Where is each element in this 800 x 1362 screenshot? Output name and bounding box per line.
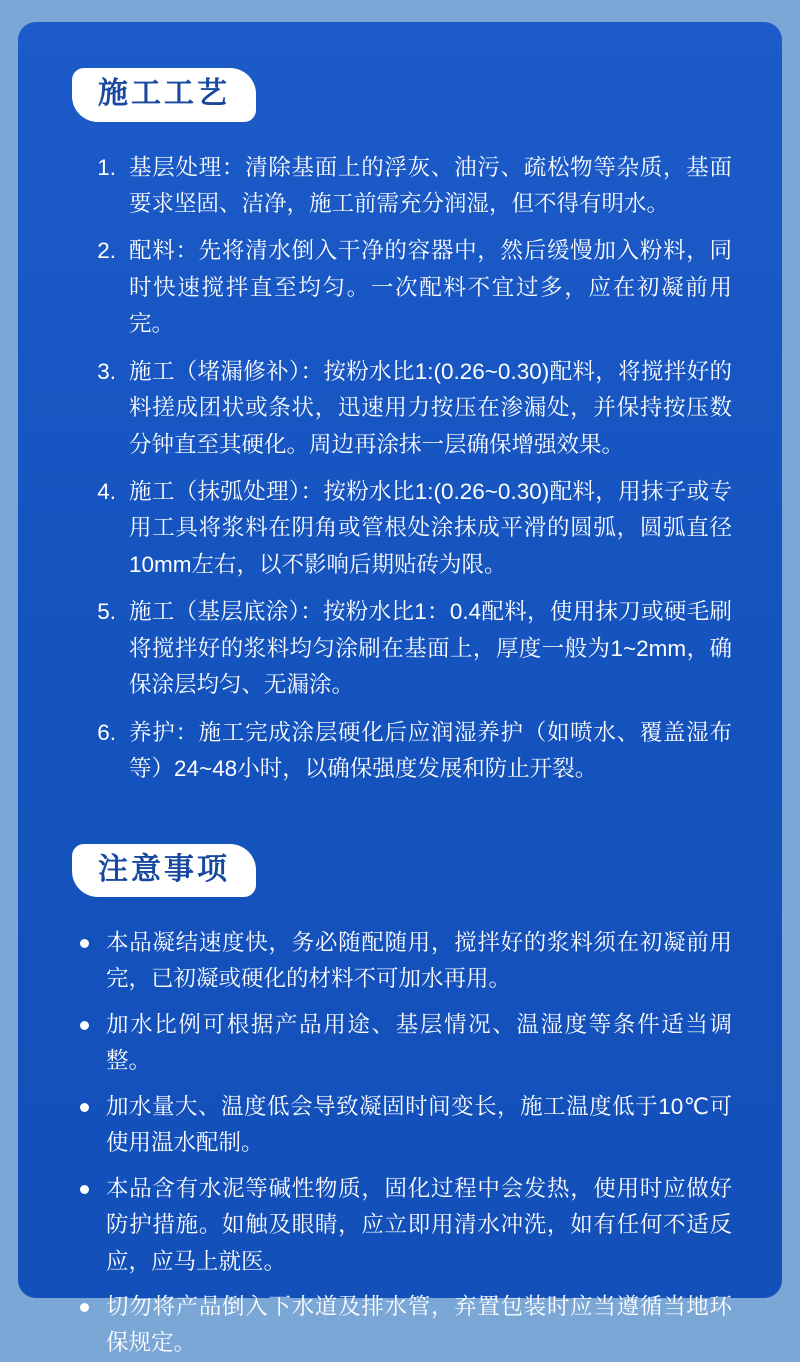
step-text: 施工（基层底涂）：按粉水比1：0.4配料，使用抹刀或硬毛刷将搅拌好的浆料均匀涂刷在基面上，厚度一般为1~2mm，确保涂层均匀、无漏涂。 bbox=[129, 599, 732, 698]
list-item bbox=[76, 233, 732, 342]
step-number: 6. bbox=[97, 719, 116, 745]
notice-text: 本品含有水泥等碱性物质，固化过程中会发热，使用时应做好防护措施。如触及眼睛，应立即用清水冲洗，如有任何不适反应，应马上就医。 bbox=[106, 1175, 732, 1274]
step-number: 3. bbox=[97, 358, 116, 384]
list-item bbox=[80, 1171, 732, 1280]
bullet-icon bbox=[80, 1089, 106, 1112]
notices-list bbox=[58, 925, 742, 1362]
notices-heading-wrap bbox=[58, 844, 742, 898]
step-text: 配料：先将清水倒入干净的容器中，然后缓慢加入粉料，同时快速搅拌直至均匀。一次配料不宜过多，应在初凝前用完。 bbox=[129, 238, 732, 337]
content-card bbox=[18, 22, 782, 1356]
list-item bbox=[80, 1289, 732, 1362]
list-item bbox=[76, 474, 732, 583]
step-text: 基层处理：清除基面上的浮灰、油污、疏松物等杂质，基面要求坚固、洁净，施工前需充分润湿，但不得有明水。 bbox=[129, 154, 732, 216]
notices-section-heading: 注意事项 bbox=[72, 844, 256, 898]
step-number: 4. bbox=[97, 479, 116, 504]
step-text: 施工（抹弧处理）：按粉水比1:(0.26~0.30)配料，用抹子或专用工具将浆料在阴角或管根处涂抹成平滑的圆弧，圆弧直径10mm左右，以不影响后期贴砖为限。 bbox=[129, 479, 732, 577]
bullet-icon bbox=[80, 1289, 106, 1312]
notice-text: 加水比例可根据产品用途、基层情况、温湿度等条件适当调整。 bbox=[106, 1011, 732, 1074]
list-item bbox=[76, 594, 732, 703]
list-item bbox=[76, 150, 732, 223]
step-number: 5. bbox=[97, 599, 116, 625]
step-text: 施工（堵漏修补）：按粉水比1:(0.26~0.30)配料，将搅拌好的料搓成团状或条状，迅速用力按压在渗漏处，并保持按压数分钟直至其硬化。周边再涂抹一层确保增强效果。 bbox=[129, 358, 732, 457]
bullet-icon bbox=[80, 925, 106, 948]
notice-text: 切勿将产品倒入下水道及排水管，弃置包装时应当遵循当地环保规定。 bbox=[106, 1293, 732, 1356]
notice-text: 加水量大、温度低会导致凝固时间变长，施工温度低于10℃可使用温水配制。 bbox=[106, 1093, 732, 1156]
bullet-icon bbox=[80, 1007, 106, 1030]
list-item bbox=[80, 1007, 732, 1080]
list-item bbox=[76, 354, 732, 463]
list-item bbox=[80, 925, 732, 998]
list-item bbox=[76, 715, 732, 788]
process-heading-wrap bbox=[58, 68, 742, 122]
notice-text: 本品凝结速度快，务必随配随用，搅拌好的浆料须在初凝前用完，已初凝或硬化的材料不可加水再用。 bbox=[106, 930, 732, 992]
step-number: 1. bbox=[97, 154, 116, 180]
list-item bbox=[80, 1089, 732, 1162]
step-number: 2. bbox=[97, 238, 116, 264]
step-text: 养护：施工完成涂层硬化后应润湿养护（如喷水、覆盖湿布等）24~48小时，以确保强度发展和防止开裂。 bbox=[129, 719, 732, 782]
process-step-list bbox=[58, 150, 742, 788]
process-section-heading: 施工工艺 bbox=[72, 68, 256, 122]
bullet-icon bbox=[80, 1171, 106, 1194]
